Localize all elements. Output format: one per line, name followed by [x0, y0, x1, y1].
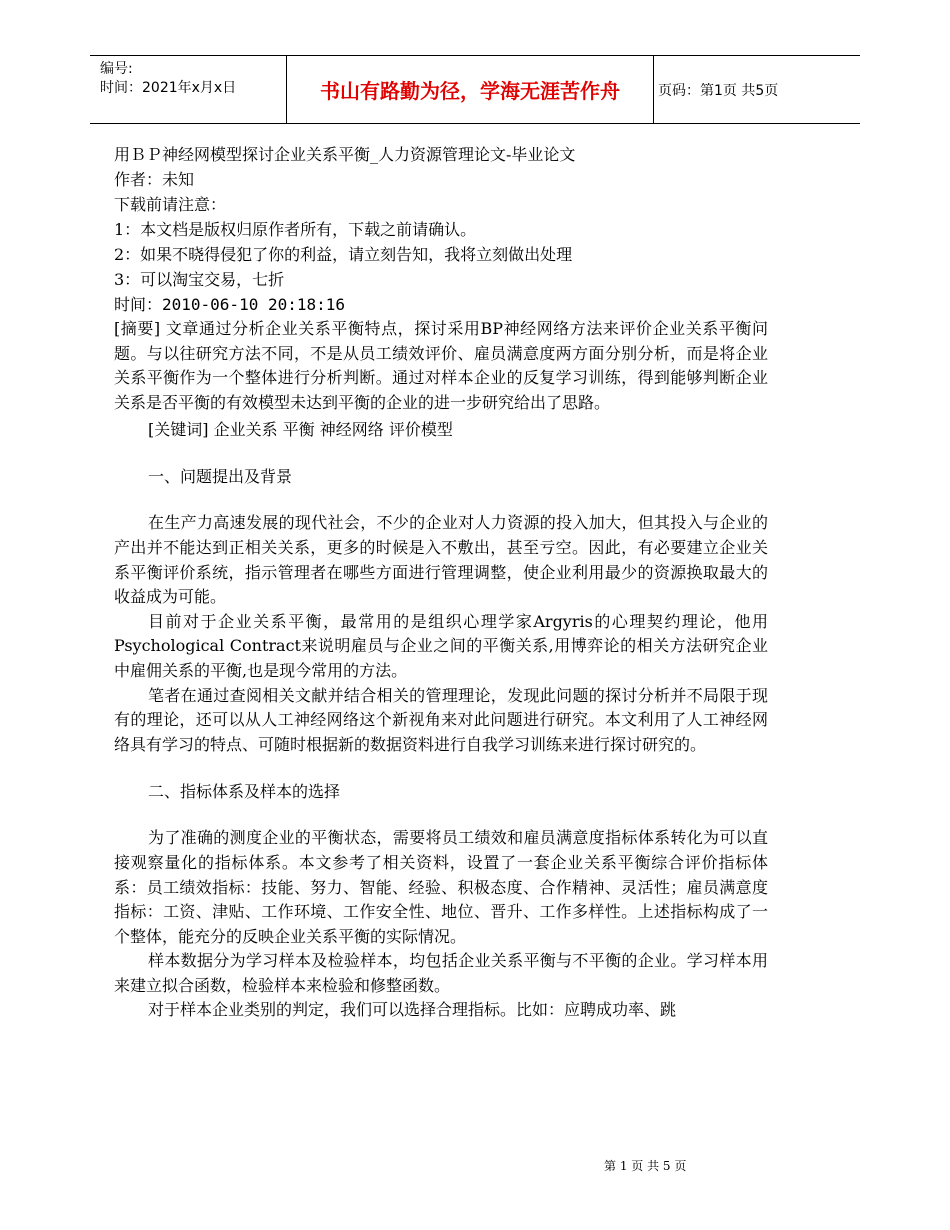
section-1-paragraph-3: 笔者在通过查阅相关文献并结合相关的管理理论，发现此问题的探讨分析并不局限于现有的理论，还可以从人工神经网络这个新视角来对此问题进行研究。本文利用了人工神经网络具有学习的特点、可随时根据新的数据资料进行自我学习训练来进行探讨研究的。: [114, 685, 768, 754]
doc-time: 时间：2010-06-10 20:18:16: [114, 295, 346, 314]
document-header: [90, 55, 860, 124]
abstract: [摘要] 文章通过分析企业关系平衡特点，探讨采用BP神经网络方法来评价企业关系平衡问题。与以往研究方法不同，不是从员工绩效评价、雇员满意度两方面分别分析，而是将企业关系平衡作为一个整体进行分析判断。通过对样本企业的反复学习训练，得到能够判断企业关系是否平衡的有效模型未达到平衡的企业的进一步研究给出了思路。: [114, 319, 768, 412]
section-1-title: 一、问题提出及背景: [148, 467, 293, 487]
notice-item-2: 2：如果不晓得侵犯了你的利益，请立刻告知，我将立刻做出处理: [114, 245, 573, 264]
section-2-paragraph-1: 为了准确的测度企业的平衡状态，需要将员工绩效和雇员满意度指标体系转化为可以直接观察量化的指标体系。本文参考了相关资料，设置了一套企业关系平衡综合评价指标体系：员工绩效指标：技能、努力、智能、经验、积极态度、合作精神、灵活性；雇员满意度指标：工资、津贴、工作环境、工作安全性、地位、晋升、工作多样性。上述指标构成了一个整体，能充分的反映企业关系平衡的实际情况。: [114, 828, 768, 946]
page-footer: 第 1 页 共 5 页: [604, 1159, 687, 1173]
section-1-paragraph-2: 目前对于企业关系平衡，最常用的是组织心理学家Argyris的心理契约理论，他用Psychological Contract来说明雇员与企业之间的平衡关系,用博弈论的相关方法研究企业中雇佣关系的平衡,也是现今常用的方法。: [114, 611, 768, 680]
header-meta: [100, 60, 280, 98]
document-body: [114, 142, 768, 1023]
doc-author: 作者：未知: [114, 170, 195, 189]
header-number: 编号:: [100, 61, 133, 77]
notice-title: 下载前请注意：: [114, 195, 227, 214]
notice-item-1: 1：本文档是版权归原作者所有，下载之前请确认。: [114, 220, 477, 239]
header-motto: 书山有路勤为径，学海无涯苦作舟: [286, 56, 654, 123]
section-2-paragraph-3: 对于样本企业类别的判定，我们可以选择合理指标。比如：应聘成功率、跳: [148, 1000, 677, 1020]
doc-title: 用ＢＰ神经网模型探讨企业关系平衡_人力资源管理论文-毕业论文: [114, 145, 576, 164]
section-1-paragraph-1: 在生产力高速发展的现代社会，不少的企业对人力资源的投入加大，但其投入与企业的产出并不能达到正相关关系，更多的时候是入不敷出，甚至亏空。因此，有必要建立企业关系平衡评价系统，指示管理者在哪些方面进行管理调整，使企业利用最少的资源换取最大的收益成为可能。: [114, 513, 768, 607]
header-page-info: 页码：第1页 共5页: [658, 82, 779, 99]
keywords: [关键词] 企业关系 平衡 神经网络 评价模型: [148, 420, 453, 440]
section-2-paragraph-2: 样本数据分为学习样本及检验样本，均包括企业关系平衡与不平衡的企业。学习样本用来建立拟合函数，检验样本来检验和修整函数。: [114, 951, 768, 995]
notice-item-3: 3：可以淘宝交易，七折: [114, 270, 285, 289]
section-2-title: 二、指标体系及样本的选择: [148, 782, 341, 802]
header-time: 时间：2021年x月x日: [100, 80, 237, 96]
